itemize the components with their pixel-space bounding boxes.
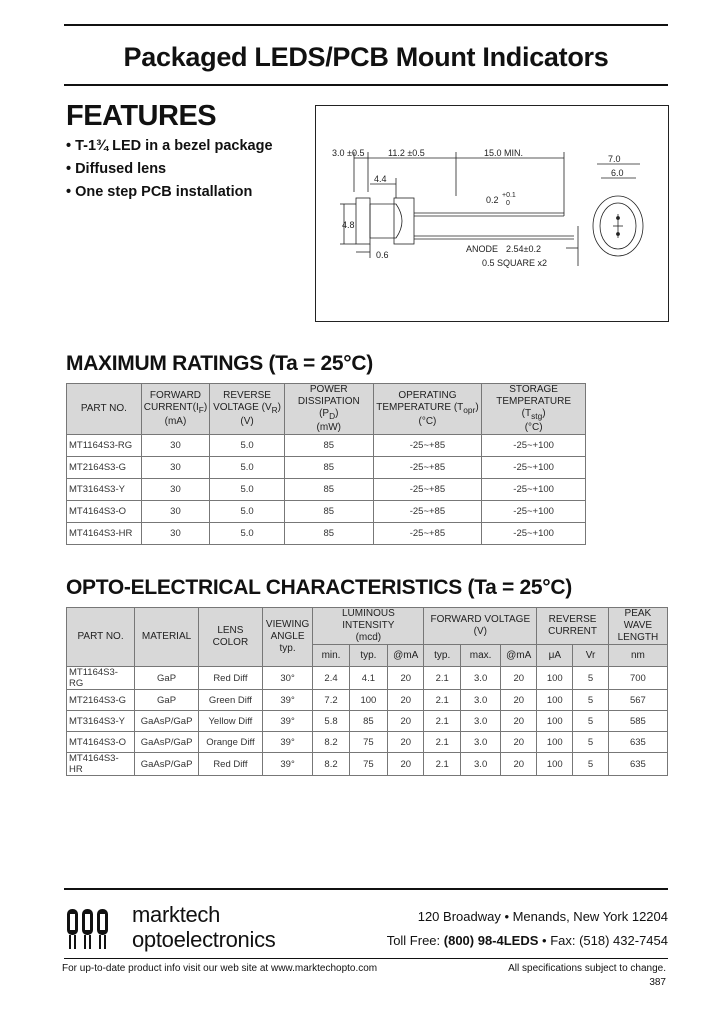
toll-free-number: (800) 98-4LEDS <box>443 933 539 948</box>
footer-rule <box>64 888 668 890</box>
footer-bottom-rule <box>64 958 668 959</box>
table-row: MT4164S3-HR 30 5.0 85 -25~+85 -25~+100 <box>67 523 586 545</box>
dim-11-2-label: 11.2 ±0.5 <box>388 148 425 158</box>
dim-4-8-label: 4.8 <box>342 220 355 230</box>
table-row: MT3164S3-Y GaAsP/GaP Yellow Diff 39° 5.8 85 20 2.1 3.0 20 100 5 585 <box>67 711 668 732</box>
top-rule <box>64 24 668 26</box>
feature-item: • T-1¾ LED in a bezel package <box>66 138 273 154</box>
col-part-no: PART NO. <box>67 608 135 667</box>
opto-table <box>66 607 668 776</box>
table-row: MT4164S3-HR GaAsP/GaP Red Diff 39° 8.2 75 20 2.1 3.0 20 100 5 635 <box>67 753 668 776</box>
col-forward-current: FORWARD $CURRENT(I_F)$ (mA) <box>141 384 209 435</box>
brand-name: marktech <box>132 902 221 927</box>
specs-note: All specifications subject to change. <box>508 963 666 974</box>
dim-tol-plus: +0.1 <box>502 192 516 199</box>
max-ratings-table <box>66 383 586 545</box>
table-row: MT4164S3-O 30 5.0 85 -25~+85 -25~+100 <box>67 501 586 523</box>
dim-6-0-label: 6.0 <box>611 168 624 178</box>
table-header-row <box>67 384 586 435</box>
opto-heading: OPTO-ELECTRICAL CHARACTERISTICS (Ta = 25°C) <box>66 576 572 599</box>
table-row: MT1164S3-RG 30 5.0 85 -25~+85 -25~+100 <box>67 435 586 457</box>
dim-7-0-label: 7.0 <box>608 154 621 164</box>
pitch-label: 2.54±0.2 <box>506 244 541 254</box>
feature-item: • One step PCB installation <box>66 184 253 200</box>
max-ratings-heading: MAXIMUM RATINGS (Ta = 25°C) <box>66 352 373 375</box>
contact-line: Toll Free: (800) 98-4LEDS • Fax: (518) 432-7454 <box>386 933 668 948</box>
company-address: 120 Broadway • Menands, New York 12204 <box>417 909 668 924</box>
table-row: MT4164S3-O GaAsP/GaP Orange Diff 39° 8.2 75 20 2.1 3.0 20 100 5 635 <box>67 732 668 753</box>
dim-15-0-label: 15.0 MIN. <box>484 148 524 158</box>
feature-item: • Diffused lens <box>66 161 167 177</box>
features-heading: FEATURES <box>66 100 217 132</box>
col-reverse-voltage: REVERSE VOLTAGE $(V_R)$ (V) <box>210 384 285 435</box>
table-header-row <box>67 608 668 645</box>
website-note: For up-to-date product info visit our web site at www.marktechopto.com <box>62 963 378 974</box>
led-outline-drawing <box>316 106 668 321</box>
col-material: MATERIAL <box>135 608 199 667</box>
table-row: MT1164S3-RG GaP Red Diff 30° 2.4 4.1 20 2.1 3.0 20 100 5 700 <box>67 667 668 690</box>
dim-0-6-label: 0.6 <box>376 250 389 260</box>
col-storage-temp: STORAGE TEMPERATURE $(T_{stg})$ (°C) <box>482 384 586 435</box>
dim-4-4-label: 4.4 <box>374 174 387 184</box>
marktech-logo-icon <box>66 903 110 949</box>
table-row: MT3164S3-Y 30 5.0 85 -25~+85 -25~+100 <box>67 479 586 501</box>
table-row: MT2164S3-G 30 5.0 85 -25~+85 -25~+100 <box>67 457 586 479</box>
dim-0-2-label: 0.2 <box>486 195 499 205</box>
dim-3-0-label: 3.0 ±0.5 <box>332 148 365 158</box>
dim-tol-minus: 0 <box>506 200 510 207</box>
col-reverse-current: REVERSE CURRENT <box>537 608 608 645</box>
page-title: Packaged LEDS/PCB Mount Indicators <box>123 42 609 72</box>
col-lens-color: LENS COLOR <box>199 608 263 667</box>
col-forward-voltage: FORWARD VOLTAGE (V) <box>424 608 537 645</box>
dimension-drawing <box>315 105 669 322</box>
brand-subtitle: optoelectronics <box>132 927 276 952</box>
title-rule <box>64 84 668 86</box>
page-number: 387 <box>649 977 666 988</box>
anode-label: ANODE <box>466 244 499 254</box>
col-luminous-intensity: LUMINOUS INTENSITY (mcd) <box>313 608 424 645</box>
col-peak-wavelength: PEAK WAVE LENGTH <box>608 608 667 645</box>
col-part-no: PART NO. <box>67 384 142 435</box>
col-viewing-angle: VIEWING ANGLE typ. <box>262 608 313 667</box>
table-row: MT2164S3-G GaP Green Diff 39° 7.2 100 20 2.1 3.0 20 100 5 567 <box>67 690 668 711</box>
table-subheader-row: min. typ. @mA typ. max. @mA μA Vr nm <box>67 645 668 667</box>
square-label: 0.5 SQUARE x2 <box>482 258 548 268</box>
col-power-dissipation: POWER DISSIPATION $(P_D)$ (mW) <box>284 384 373 435</box>
col-operating-temp: OPERATING TEMPERATURE $(T_{opr})$ (°C) <box>373 384 482 435</box>
